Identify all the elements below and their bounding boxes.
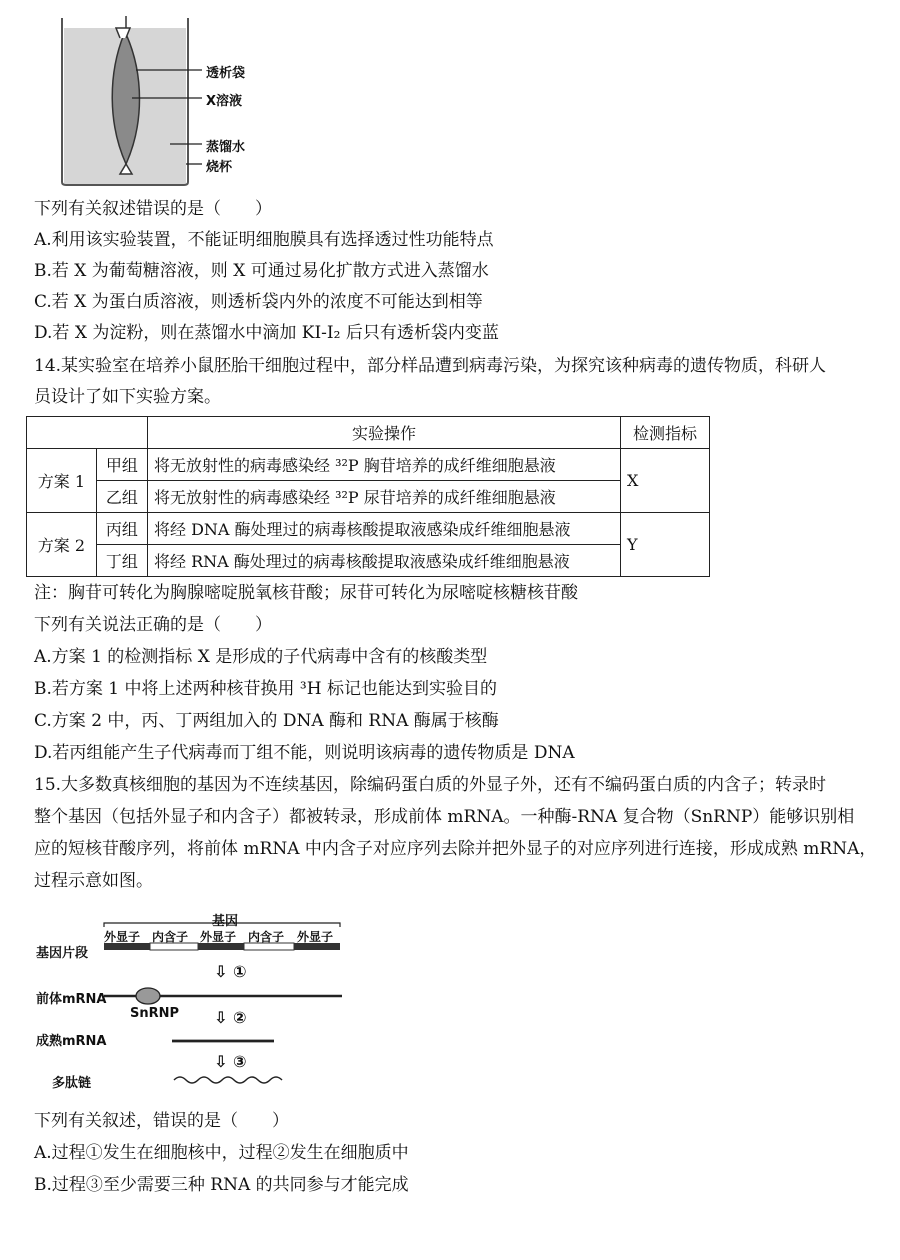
- q14-option-c: C.方案 2 中，丙、丁两组加入的 DNA 酶和 RNA 酶属于核酶: [34, 711, 499, 731]
- q15-line-4: 过程示意如图。: [34, 871, 153, 891]
- table-row: [27, 513, 710, 545]
- polypeptide-label: 多肽链: [52, 1076, 92, 1091]
- q13-stem: 下列有关叙述错误的是（ ）: [34, 199, 272, 219]
- q14-stem-line2: 员设计了如下实验方案。: [34, 387, 221, 407]
- step-2-arrow: ⇩ ②: [214, 1008, 247, 1027]
- table-header-blank: [27, 417, 148, 449]
- polypeptide-chain: [174, 1077, 282, 1083]
- group-cell: 乙组: [96, 481, 147, 513]
- index-y-cell: Y: [621, 513, 710, 577]
- pre-mrna-label: 前体mRNA: [36, 992, 107, 1007]
- label-dialysis-bag: 透析袋: [206, 66, 246, 81]
- segment-exon-2: 外显子: [200, 930, 237, 944]
- q13-option-b: B.若 X 为葡萄糖溶液，则 X 可通过易化扩散方式进入蒸馏水: [34, 261, 489, 281]
- segment-exon-1: 外显子: [104, 930, 141, 944]
- q15-line-1: 15.大多数真核细胞的基因为不连续基因，除编码蛋白质的外显子外，还有不编码蛋白质的内含子；转录时: [34, 775, 827, 795]
- table-row: [27, 545, 710, 577]
- plan-1-cell: 方案 1: [27, 449, 97, 513]
- q15-line-2: 整个基因（包括外显子和内含子）都被转录，形成前体 mRNA。一种酶-RNA 复合物（SnRNP）能够识别相: [34, 807, 855, 827]
- gene-label: 基因: [212, 914, 239, 929]
- segment-exon-3: 外显子: [297, 930, 334, 944]
- label-beaker: 烧杯: [206, 160, 233, 175]
- q14-stem-line1: 14.某实验室在培养小鼠胚胎干细胞过程中，部分样品遭到病毒污染，为探究该种病毒的遗传物质，科研人: [34, 356, 827, 376]
- q14-option-d: D.若丙组能产生子代病毒而丁组不能，则说明该病毒的遗传物质是 DNA: [34, 743, 575, 763]
- gene-segment-label: 基因片段: [36, 946, 89, 961]
- table-header-operation: 实验操作: [148, 417, 621, 449]
- q14-option-b: B.若方案 1 中将上述两种核苷换用 ³H 标记也能达到实验目的: [34, 679, 497, 699]
- operation-cell: 将无放射性的病毒感染经 ³²P 胸苷培养的成纤维细胞悬液: [148, 449, 621, 481]
- table-row: [27, 449, 710, 481]
- snrnp-label: SnRNP: [130, 1006, 180, 1021]
- operation-cell: 将无放射性的病毒感染经 ³²P 尿苷培养的成纤维细胞悬液: [148, 481, 621, 513]
- group-cell: 丁组: [96, 545, 147, 577]
- q15-line-3: 应的短核苷酸序列，将前体 mRNA 中内含子对应序列去除并把外显子的对应序列进行连接，形成成熟 mRNA，: [34, 839, 877, 859]
- q15-stem: 下列有关叙述，错误的是（ ）: [34, 1111, 289, 1131]
- q14-note: 注：胸苷可转化为胸腺嘧啶脱氧核苷酸；尿苷可转化为尿嘧啶核糖核苷酸: [34, 583, 578, 603]
- table-header-index: 检测指标: [621, 417, 710, 449]
- segment-intron-1: 内含子: [152, 930, 189, 944]
- step-1-arrow: ⇩ ①: [214, 962, 247, 981]
- dialysis-figure: [40, 14, 280, 186]
- operation-cell: 将经 DNA 酶处理过的病毒核酸提取液感染成纤维细胞悬液: [148, 513, 621, 545]
- q14-option-a: A.方案 1 的检测指标 X 是形成的子代病毒中含有的核酸类型: [34, 647, 488, 667]
- label-x-solution: X溶液: [206, 94, 243, 109]
- label-distilled-water: 蒸馏水: [206, 140, 246, 155]
- operation-cell: 将经 RNA 酶处理过的病毒核酸提取液感染成纤维细胞悬液: [148, 545, 621, 577]
- plan-2-cell: 方案 2: [27, 513, 97, 577]
- step-3-arrow: ⇩ ③: [214, 1052, 247, 1071]
- segment-intron-2: 内含子: [248, 930, 285, 944]
- snrnp-shape: [136, 988, 160, 1004]
- table-header-row: [27, 417, 710, 449]
- q14-stem2: 下列有关说法正确的是（ ）: [34, 615, 272, 635]
- mature-mrna-label: 成熟mRNA: [36, 1034, 107, 1049]
- q15-option-b: B.过程③至少需要三种 RNA 的共同参与才能完成: [34, 1175, 409, 1195]
- q13-option-a: A.利用该实验装置，不能证明细胞膜具有选择透过性功能特点: [34, 230, 494, 250]
- index-x-cell: X: [621, 449, 710, 513]
- experiment-table: [26, 416, 710, 577]
- q13-option-d: D.若 X 为淀粉，则在蒸馏水中滴加 KI-I₂ 后只有透析袋内变蓝: [34, 323, 499, 343]
- table-row: [27, 481, 710, 513]
- group-cell: 丙组: [96, 513, 147, 545]
- q15-option-a: A.过程①发生在细胞核中，过程②发生在细胞质中: [34, 1143, 409, 1163]
- group-cell: 甲组: [96, 449, 147, 481]
- q13-option-c: C.若 X 为蛋白质溶液，则透析袋内外的浓度不可能达到相等: [34, 292, 483, 312]
